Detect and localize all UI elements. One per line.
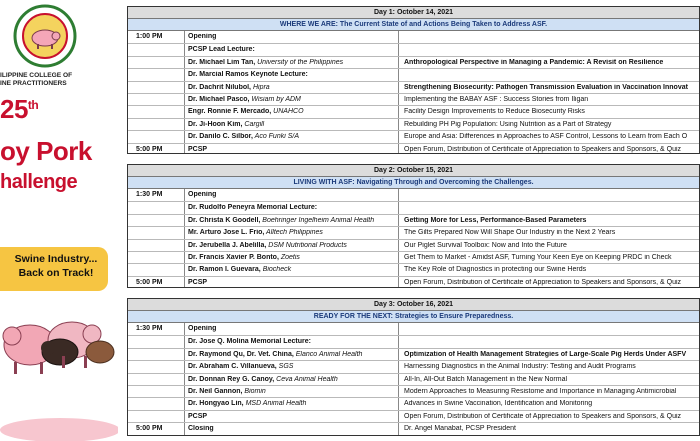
- schedule-row: [128, 118, 699, 130]
- speaker-name: Dr. Dachrit Nilubol,: [188, 83, 252, 91]
- speaker-affiliation: Cargill: [242, 120, 265, 128]
- session-topic: Implementing the BABAY ASF : Success Stories from Iligan: [404, 95, 589, 103]
- schedule-row: [128, 93, 699, 105]
- schedule: [127, 0, 700, 441]
- speaker-name: Dr. Raymond Qu, Dr. Vet. China,: [188, 350, 294, 358]
- session-speaker: [188, 46, 396, 53]
- schedule-row: [128, 276, 699, 288]
- speaker-affiliation: Elanco Animal Health: [293, 350, 363, 358]
- speaker-name: Dr. Neil Gannon,: [188, 387, 243, 395]
- speaker-name: Dr. Jose Q. Molina Memorial Lecture:: [188, 338, 311, 346]
- day-2-header: Day 2: October 15, 2021: [128, 165, 699, 177]
- day-1-rows: [128, 31, 699, 155]
- session-speaker: [188, 59, 396, 66]
- anniversary-value: 25: [0, 94, 28, 124]
- session-speaker: [188, 84, 396, 91]
- session-topic: Strengthening Biosecurity: Pathogen Transmission Evaluation in Vaccination Innovat: [404, 83, 688, 91]
- session-topic: All-In, All-Out Batch Management in the New Normal: [404, 375, 568, 383]
- session-topic: Getting More for Less, Performance-Based Parameters: [404, 216, 587, 224]
- session-speaker: [188, 121, 396, 128]
- speaker-name: PCSP: [188, 145, 208, 153]
- session-topic: Open Forum, Distribution of Certificate of Appreciation to Speakers and Sponsors, & Quiz: [404, 278, 682, 286]
- session-time: 1:00 PM: [136, 33, 163, 40]
- speaker-affiliation: DSM Nutritional Products: [266, 241, 347, 249]
- speaker-affiliation: Ceva Animal Health: [274, 375, 338, 383]
- session-speaker: [188, 217, 396, 224]
- schedule-row: [128, 373, 699, 385]
- speaker-affiliation: Aco Funki S/A: [252, 133, 300, 141]
- college-line-2: INE PRACTITIONERS: [0, 80, 67, 87]
- schedule-row: [128, 105, 699, 117]
- session-topic: Modern Approaches to Measuring Resistome and Importance in Managing Antimicrobial: [404, 387, 677, 395]
- session-speaker: [188, 204, 396, 211]
- event-sidebar: [0, 0, 118, 441]
- session-topic: The Key Role of Diagnostics in protecting our Swine Herds: [404, 266, 587, 274]
- session-speaker: [188, 325, 396, 332]
- speaker-affiliation: Hipra: [251, 83, 270, 91]
- session-topic: Facility Design Improvements to Reduce Biosecurity Risks: [404, 108, 585, 116]
- day-3-card: [127, 298, 700, 436]
- speaker-affiliation: Alltech Philippines: [264, 229, 323, 237]
- tagline-banner: [0, 247, 108, 291]
- session-speaker: [188, 266, 396, 273]
- speaker-name: Dr. Jerubella J. Abelilla,: [188, 241, 267, 249]
- schedule-row: [128, 385, 699, 397]
- speaker-name: Dr. Michael Pasco,: [188, 95, 250, 103]
- speaker-name: PCSP: [188, 412, 208, 420]
- session-speaker: [188, 413, 396, 420]
- session-topic: The Gilts Prepared Now Will Shape Our Industry in the Next 2 Years: [404, 229, 616, 237]
- schedule-row: [128, 239, 699, 251]
- session-speaker: [188, 338, 396, 345]
- session-speaker: [188, 146, 396, 153]
- schedule-row: [128, 214, 699, 226]
- session-speaker: [188, 242, 396, 249]
- speaker-affiliation: Biocheck: [260, 266, 292, 274]
- session-time: 5:00 PM: [136, 425, 163, 433]
- session-time: 1:30 PM: [136, 325, 163, 332]
- schedule-row: [128, 410, 699, 422]
- session-speaker: [188, 108, 396, 115]
- session-speaker: [188, 71, 396, 78]
- speaker-affiliation: Wisiam by ADM: [249, 95, 301, 103]
- event-title-line-2: hallenge: [0, 171, 78, 193]
- session-topic: Dr. Angel Manabat, PCSP President: [404, 425, 516, 433]
- session-topic: Get Them to Market - Amidst ASF, Turning Your Keen Eye on Keeping PRDC in Check: [404, 253, 672, 261]
- schedule-row: [128, 201, 699, 213]
- speaker-name: Dr. Donnan Rey G. Canoy,: [188, 375, 275, 383]
- session-topic: Open Forum, Distribution of Certificate of Appreciation to Speakers and Sponsors, & Quiz: [404, 145, 682, 153]
- session-topic: Rebuilding PH Pig Population: Using Nutrition as a Part of Strategy: [404, 120, 612, 128]
- schedule-row: [128, 397, 699, 409]
- session-speaker: [188, 388, 396, 395]
- speaker-affiliation: MSD Animal Health: [243, 400, 307, 408]
- speaker-name: PCSP: [188, 278, 208, 286]
- college-line-1: ILIPPINE COLLEGE OF: [0, 72, 73, 79]
- session-speaker: [188, 254, 396, 261]
- speaker-name: Dr. Rudolfo Peneyra Memorial Lecture:: [188, 204, 318, 212]
- speaker-name: Dr. Francis Xavier P. Bonto,: [188, 253, 279, 261]
- session-speaker: [188, 33, 396, 40]
- schedule-row: [128, 348, 699, 360]
- session-speaker: [188, 351, 396, 358]
- session-speaker: [188, 229, 396, 236]
- session-time: 5:00 PM: [136, 145, 163, 153]
- schedule-row: [128, 251, 699, 263]
- session-speaker: [188, 376, 396, 383]
- day-2-theme: LIVING WITH ASF: Navigating Through and Overcoming the Challenges.: [128, 177, 699, 189]
- session-topic: Harnessing Diagnostics in the Animal Industry: Testing and Audit Programs: [404, 363, 636, 371]
- speaker-name: Mr. Arturo Jose L. Frio,: [188, 229, 265, 237]
- session-topic: Europe and Asia: Differences in Approaches to ASF Control, Lessons to Learn from Each O: [404, 133, 688, 141]
- pigs-illustration: [0, 290, 118, 441]
- day-1-header: Day 1: October 14, 2021: [128, 7, 699, 19]
- day-2-card: [127, 164, 700, 288]
- speaker-name: Dr. Christa K Goodell,: [188, 216, 261, 224]
- speaker-name: Dr. Michael Lim Tan,: [188, 58, 256, 66]
- speaker-affiliation: Zoetis: [278, 253, 300, 261]
- session-topic: Advances in Swine Vaccination, Identification and Monitoring: [404, 400, 593, 408]
- speaker-affiliation: SGS: [276, 363, 294, 371]
- day-3-rows: [128, 323, 699, 435]
- speaker-name: Opening: [188, 191, 217, 198]
- session-speaker: [188, 133, 396, 140]
- speaker-name: Opening: [188, 325, 217, 332]
- speaker-name: PCSP Lead Lecture:: [188, 46, 255, 54]
- schedule-row: [128, 43, 699, 55]
- speaker-affiliation: Biomin: [242, 387, 266, 395]
- schedule-row: [128, 143, 699, 155]
- day-1-theme: WHERE WE ARE: The Current State of and Actions Being Taken to Address ASF.: [128, 19, 699, 31]
- session-speaker: [188, 400, 396, 407]
- session-topic: Anthropological Perspective in Managing a Pandemic: A Revisit on Resilience: [404, 58, 664, 66]
- speaker-name: Opening: [188, 33, 217, 40]
- pcsp-logo: [10, 4, 80, 68]
- speaker-name: Engr. Ronnie F. Mercado,: [188, 108, 272, 116]
- schedule-row: [128, 263, 699, 275]
- schedule-row: [128, 56, 699, 68]
- speaker-name: Dr. Hongyao Lin,: [188, 400, 244, 408]
- day-3-header: Day 3: October 16, 2021: [128, 299, 699, 311]
- schedule-row: [128, 422, 699, 434]
- schedule-row: [128, 323, 699, 335]
- session-topic: Our Piglet Survival Toolbox: Now and Into the Future: [404, 241, 567, 249]
- speaker-name: Closing: [188, 425, 214, 433]
- schedule-row: [128, 31, 699, 43]
- banner-line-1: Swine Industry...: [14, 253, 98, 265]
- session-time: 5:00 PM: [136, 278, 163, 286]
- speaker-name: Dr. Ramon I. Guevara,: [188, 266, 261, 274]
- session-speaker: [188, 425, 396, 432]
- day-2-rows: [128, 189, 699, 288]
- anniversary-number: [0, 96, 38, 122]
- anniversary-suffix: th: [27, 98, 39, 112]
- speaker-name: Dr. Marcial Ramos Keynote Lecture:: [188, 71, 308, 79]
- schedule-row: [128, 68, 699, 80]
- day-1-card: [127, 6, 700, 154]
- schedule-row: [128, 189, 699, 201]
- session-speaker: [188, 363, 396, 370]
- college-name: [0, 72, 118, 88]
- event-title-line-1: oy Pork: [0, 136, 92, 166]
- speaker-affiliation: UNAHCO: [271, 108, 304, 116]
- day-3-theme: READY FOR THE NEXT: Strategies to Ensure Preparedness.: [128, 311, 699, 323]
- speaker-affiliation: Boehringer Ingelheim Animal Health: [260, 216, 375, 224]
- session-time: 1:30 PM: [136, 191, 163, 198]
- speaker-name: Dr. Ji-Hoon Kim,: [188, 120, 243, 128]
- speaker-name: Dr. Abraham C. Villanueva,: [188, 363, 277, 371]
- session-topic: Optimization of Health Management Strategies of Large-Scale Pig Herds Under ASFV: [404, 350, 687, 358]
- session-speaker: [188, 279, 396, 286]
- schedule-row: [128, 335, 699, 347]
- session-topic: Open Forum, Distribution of Certificate of Appreciation to Speakers and Sponsors, & Quiz: [404, 412, 682, 420]
- schedule-row: [128, 360, 699, 372]
- session-speaker: [188, 191, 396, 198]
- speaker-affiliation: University of the Philippines: [255, 58, 344, 66]
- banner-line-2: Back on Track!: [18, 267, 94, 279]
- session-speaker: [188, 96, 396, 103]
- speaker-name: Dr. Danilo C. Silbor,: [188, 133, 253, 141]
- schedule-row: [128, 130, 699, 142]
- schedule-row: [128, 81, 699, 93]
- schedule-row: [128, 226, 699, 238]
